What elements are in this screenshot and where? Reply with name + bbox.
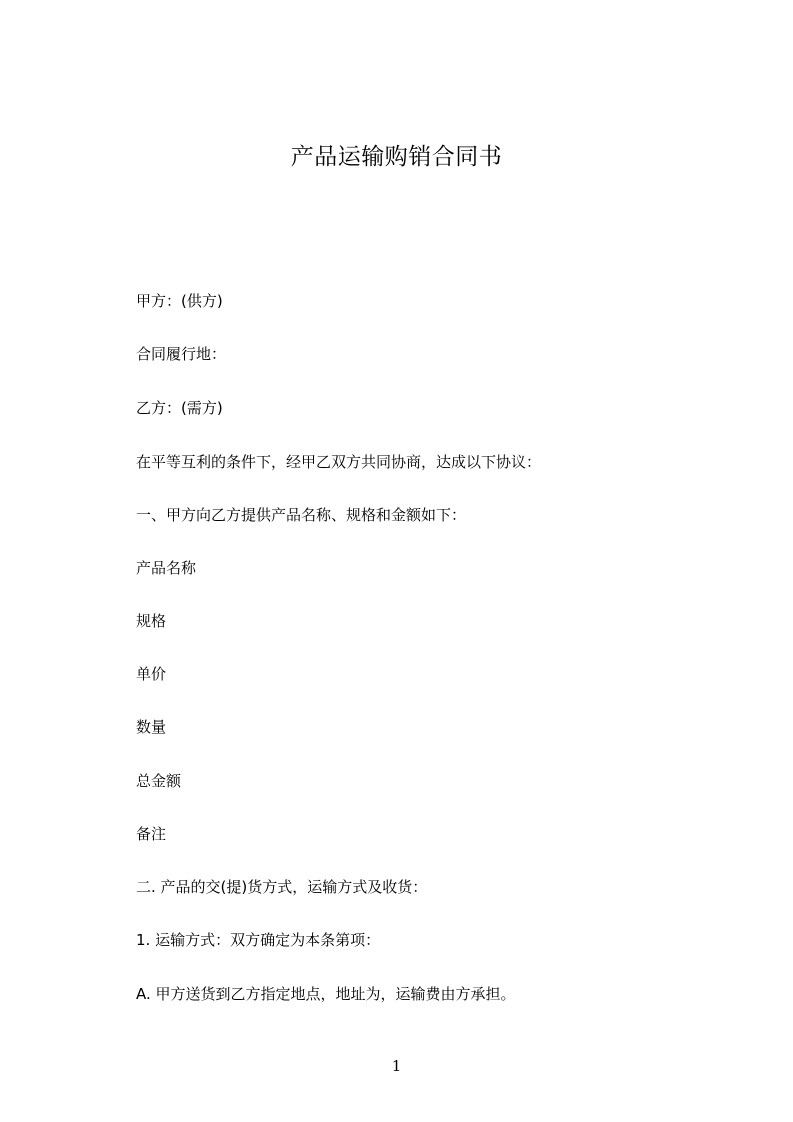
- product-name-label: 产品名称: [136, 559, 197, 577]
- specification-label: 规格: [136, 612, 167, 630]
- transport-method-line: 1. 运输方式：双方确定为本条第项：: [136, 931, 381, 949]
- section-two-heading: 二. 产品的交(提)货方式，运输方式及收货：: [136, 878, 428, 896]
- document-title: 产品运输购销合同书: [290, 144, 503, 170]
- page-number: 1: [391, 1057, 402, 1075]
- party-a-line: 甲方：(供方): [136, 292, 223, 310]
- section-one-heading: 一、甲方向乙方提供产品名称、规格和金额如下：: [136, 506, 467, 524]
- party-b-line: 乙方：(需方): [136, 399, 223, 417]
- quantity-label: 数量: [136, 718, 167, 736]
- contract-place-line: 合同履行地：: [136, 345, 227, 363]
- delivery-option-a-line: A. 甲方送货到乙方指定地点，地址为，运输费由方承担。: [136, 985, 516, 1003]
- agreement-intro-line: 在平等互利的条件下，经甲乙双方共同协商，达成以下协议：: [136, 453, 542, 471]
- total-amount-label: 总金额: [136, 772, 182, 790]
- remarks-label: 备注: [136, 825, 167, 843]
- unit-price-label: 单价: [136, 665, 167, 683]
